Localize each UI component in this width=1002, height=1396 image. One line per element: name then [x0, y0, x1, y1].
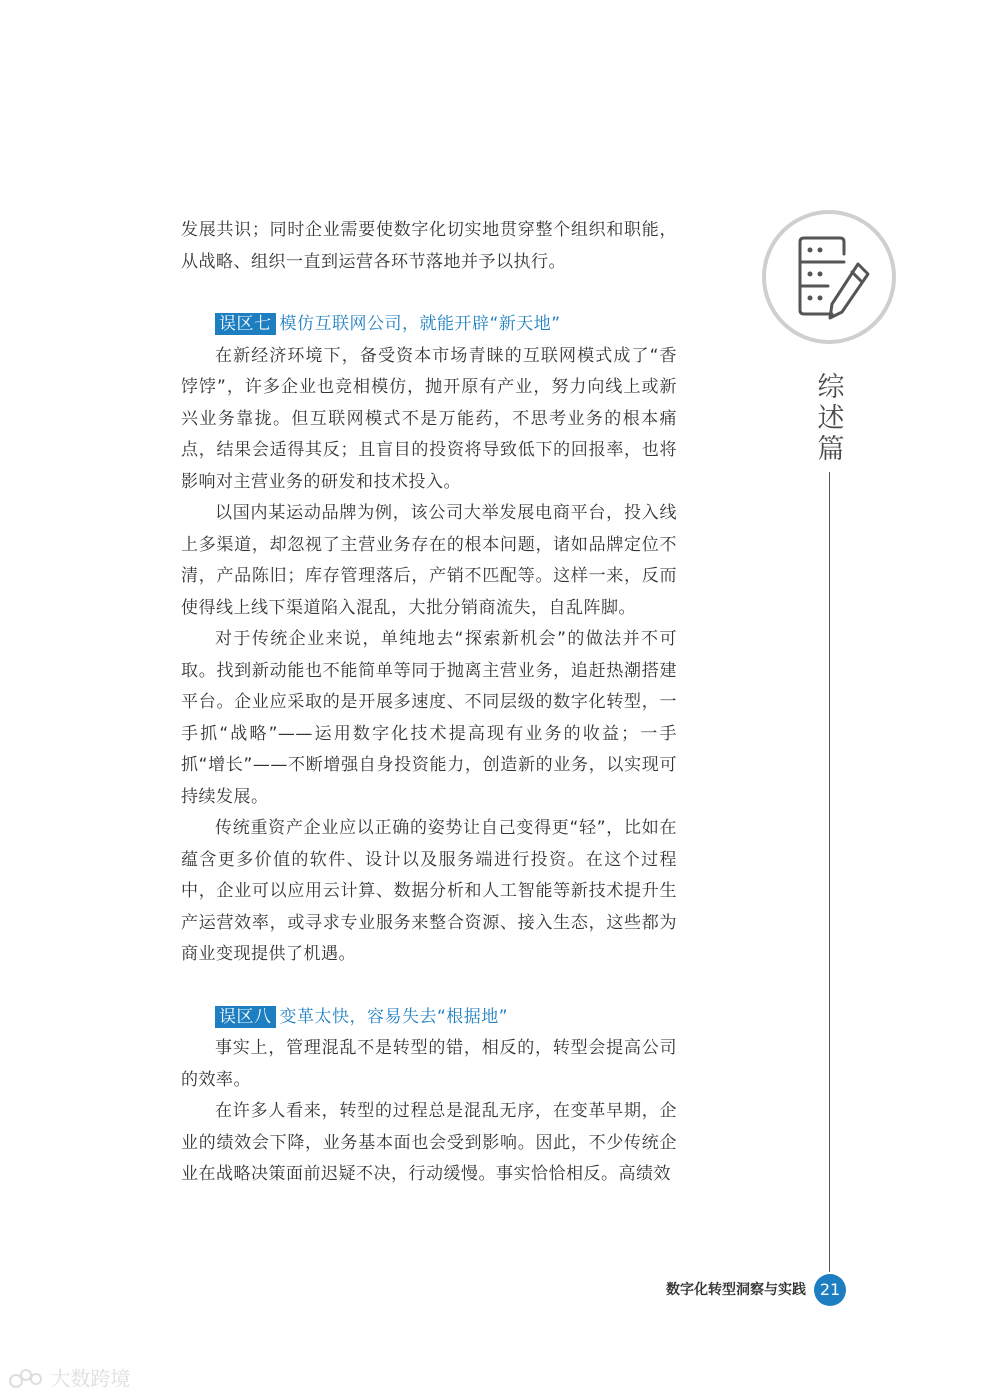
paragraph: 以国内某运动品牌为例，该公司大举发展电商平台，投入线上多渠道，却忽视了主营业务存在的根本问题，诸如品牌定位不清，产品陈旧；库存管理落后，产销不匹配等。这样一来，反而使得线上线下渠道陷入混乱，大批分销商流失，自乱阵脚。 [181, 503, 677, 618]
section-label-vertical: 综述篇 [817, 372, 845, 465]
section-spacer [181, 971, 677, 1002]
watermark-text: 大数跨境 [50, 1366, 131, 1391]
paragraph: 传统重资产企业应以正确的姿势让自己变得更“轻”，比如在蕴含更多价值的软件、设计以及服务端进行投资。在这个过程中，企业可以应用云计算、数据分析和人工智能等新技术提升生产运营效率，或寻求专业服务来整合资源、接入生态，这些都为商业变现提供了机遇。 [181, 818, 677, 964]
footer-title: 数字化转型洞察与实践 [666, 1282, 806, 1298]
section-heading-8 [181, 1002, 677, 1034]
paragraph: 对于传统企业来说，单纯地去“探索新机会”的做法并不可取。找到新动能也不能简单等同于抛离主营业务，追赶热潮搭建平台。企业应采取的是开展多速度、不同层级的数字化转型，一手抓“战略”——运用数字化技术提高现有业务的收益；一手抓“增长”——不断增强自身投资能力，创造新的业务，以实现可持续发展。 [181, 629, 677, 807]
watermark [8, 1362, 130, 1392]
paragraph: 事实上，管理混乱不是转型的错，相反的，转型会提高公司的效率。 [181, 1038, 677, 1090]
section-spacer [181, 278, 677, 309]
paragraph: 在许多人看来，转型的过程总是混乱无序，在变革早期，企业的绩效会下降，业务基本面也会受到影响。因此，不少传统企业在战略决策面前迟疑不决，行动缓慢。事实恰恰相反。高绩效 [181, 1101, 677, 1184]
section-title: 变革太快，容易失去“根据地” [279, 1006, 509, 1027]
paragraph-continuation: 发展共识；同时企业需要使数字化切实地贯穿整个组织和职能，从战略、组织一直到运营各环节落地并予以执行。 [181, 220, 677, 272]
document-edit-icon [762, 210, 896, 344]
watermark-logo-icon [8, 1367, 44, 1391]
vertical-divider [829, 472, 830, 1272]
section-title: 模仿互联网公司，就能开辟“新天地” [279, 314, 561, 334]
section-heading-7 [181, 309, 677, 341]
page-number-badge: 21 [814, 1274, 846, 1306]
document-edit-icon-graphic [766, 214, 892, 340]
section-tag: 误区七 [215, 313, 276, 335]
article-body [181, 215, 677, 1191]
paragraph: 在新经济环境下，备受资本市场青睐的互联网模式成了“香饽饽”，许多企业也竞相模仿，抛开原有产业，努力向线上或新兴业务靠拢。但互联网模式不是万能药，不思考业务的根本痛点，结果会适得其反；且盲目的投资将导致低下的回报率，也将影响对主营业务的研发和技术投入。 [181, 345, 677, 492]
section-tag: 误区八 [215, 1006, 276, 1028]
